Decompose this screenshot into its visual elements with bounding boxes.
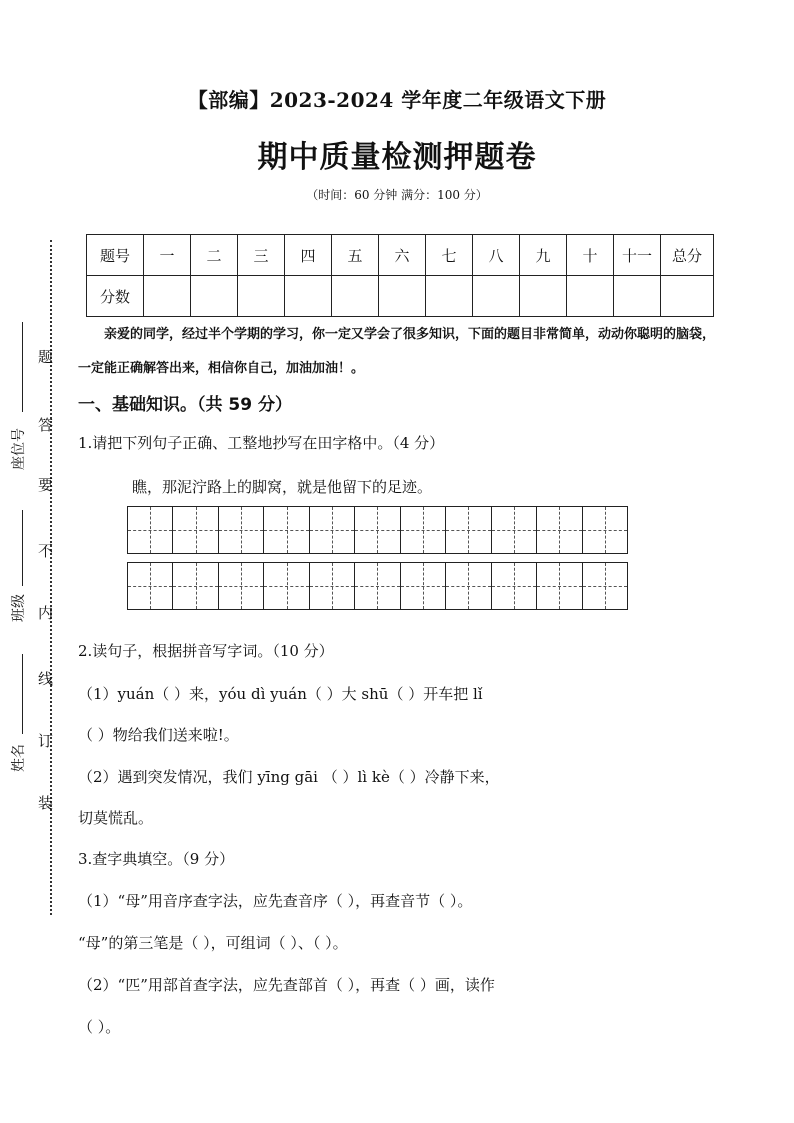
score-input-cell[interactable] — [614, 276, 661, 317]
seat-number-blank[interactable] — [22, 322, 23, 412]
binding-char: 装 — [38, 794, 54, 812]
class-blank[interactable] — [22, 510, 23, 586]
score-table — [86, 234, 714, 317]
score-input-cell[interactable] — [191, 276, 238, 317]
question-text-line: （1）“母”用音序查字法，应先查音序（ ），再查音节（ ）。 — [78, 892, 473, 910]
table-cell: 总分 — [661, 235, 714, 276]
exam-title: 期中质量检测押题卷 — [257, 140, 537, 175]
question-text-line: （2）“匹”用部首查字法，应先查部首（ ），再查（ ）画，读作 — [78, 976, 495, 994]
copy-sentence: 瞧，那泥泞路上的脚窝，就是他留下的足迹。 — [132, 478, 433, 496]
question-2-prompt: 2.读句子，根据拼音写字词。（10 分） — [78, 642, 334, 660]
binding-char: 题 — [38, 348, 54, 366]
question-text-line: （2）遇到突发情况，我们 yīng gāi （ ）lì kè（ ）冷静下来， — [78, 768, 500, 786]
score-input-cell[interactable] — [426, 276, 473, 317]
table-cell: 一 — [144, 235, 191, 276]
table-cell: 题号 — [87, 235, 144, 276]
table-cell: 七 — [426, 235, 473, 276]
question-text-line: （1）yuán（ ）来，yóu dì yuán（ ）大 shū（ ）开车把 lǐ — [78, 685, 483, 703]
table-cell: 九 — [520, 235, 567, 276]
tianzige-grid-row-2[interactable] — [127, 562, 628, 610]
seat-number-label: 座位号 — [11, 428, 27, 470]
table-cell: 四 — [285, 235, 332, 276]
name-label: 姓名 — [11, 744, 27, 772]
section-heading: 一、基础知识。（共 59 分） — [78, 395, 292, 415]
binding-char: 不 — [38, 542, 54, 560]
question-text-line: 切莫慌乱。 — [78, 809, 154, 827]
name-blank[interactable] — [22, 654, 23, 734]
score-input-cell[interactable] — [473, 276, 520, 317]
binding-char: 订 — [38, 732, 54, 750]
binding-char: 线 — [38, 670, 54, 688]
table-cell: 八 — [473, 235, 520, 276]
binding-dotted-line — [50, 240, 52, 915]
question-3-prompt: 3.查字典填空。（9 分） — [78, 850, 235, 868]
intro-text: 亲爱的同学，经过半个学期的学习，你一定又学会了很多知识，下面的题目非常简单，动动你聪明的脑袋，一定能正确解答出来，相信你自己，加油加油！。 — [78, 327, 716, 376]
score-input-cell[interactable] — [379, 276, 426, 317]
score-input-cell[interactable] — [238, 276, 285, 317]
score-input-cell[interactable] — [285, 276, 332, 317]
score-input-cell[interactable] — [520, 276, 567, 317]
exam-header: 【部编】2023-2024 学年度二年级语文下册 — [187, 88, 607, 112]
exam-subtitle: （时间：60 分钟 满分：100 分） — [306, 188, 488, 202]
class-label: 班级 — [11, 594, 27, 622]
tianzige-grid-row-1[interactable] — [127, 506, 628, 554]
score-input-cell[interactable] — [332, 276, 379, 317]
question-text-line: “母”的第三笔是（ ），可组词（ ）、（ ）。 — [78, 934, 348, 952]
score-input-cell[interactable] — [144, 276, 191, 317]
question-text-line: （ ）物给我们送来啦!。 — [78, 726, 239, 744]
table-cell: 分数 — [87, 276, 144, 317]
score-input-cell[interactable] — [567, 276, 614, 317]
score-table-header-row — [87, 235, 714, 276]
binding-char: 内 — [38, 604, 54, 622]
table-cell: 三 — [238, 235, 285, 276]
binding-char: 答 — [38, 416, 54, 434]
table-cell: 二 — [191, 235, 238, 276]
question-1-prompt: 1.请把下列句子正确、工整地抄写在田字格中。（4 分） — [78, 434, 445, 452]
binding-char: 要 — [38, 476, 54, 494]
table-cell: 十一 — [614, 235, 661, 276]
table-cell: 六 — [379, 235, 426, 276]
table-cell: 五 — [332, 235, 379, 276]
table-cell: 十 — [567, 235, 614, 276]
score-input-cell[interactable] — [661, 276, 714, 317]
score-table-score-row — [87, 276, 714, 317]
question-text-line: （ ）。 — [78, 1018, 121, 1036]
